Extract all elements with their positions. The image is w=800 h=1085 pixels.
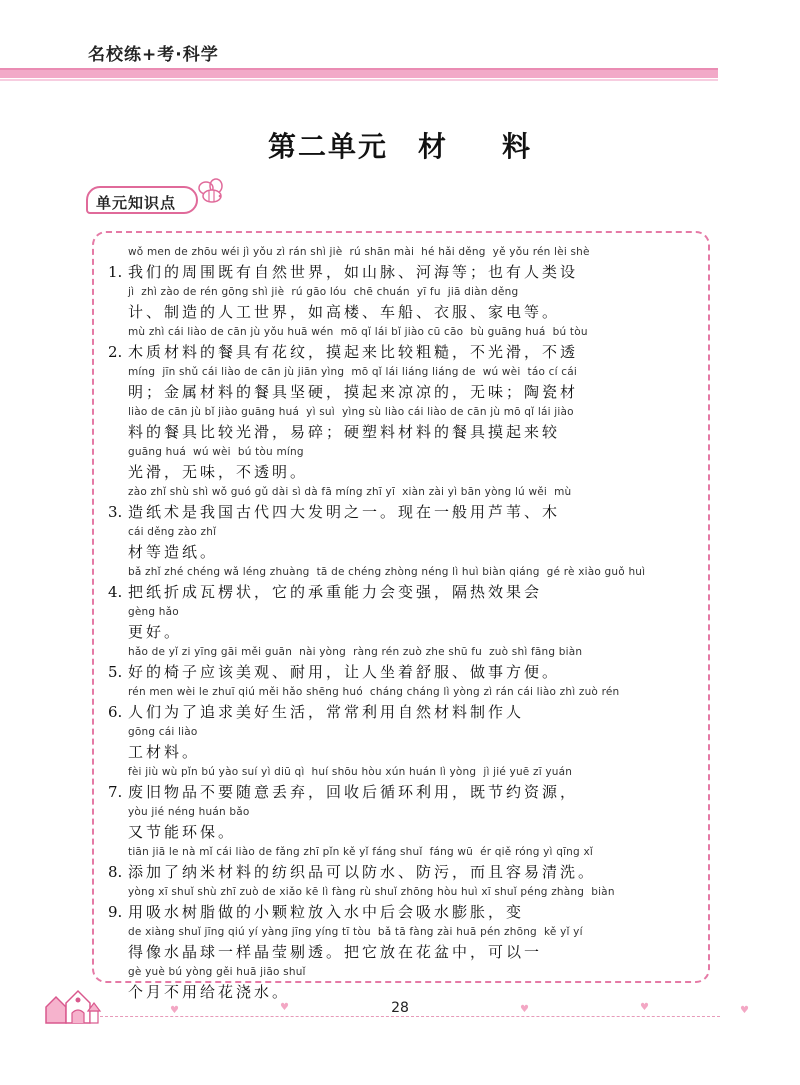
pinyin-text: yòu jié néng huán bǎo [128, 806, 250, 818]
heart-icon: ♥ [520, 1004, 529, 1015]
pinyin-line [108, 604, 698, 620]
knowledge-item [108, 324, 698, 484]
chapter-title [0, 125, 800, 165]
hanzi-text: 我们的周围既有自然世界，如山脉、河海等；也有人类设 [128, 263, 579, 281]
hanzi-text: 好的椅子应该美观、耐用，让人坐着舒服、做事方便。 [128, 663, 561, 681]
knowledge-points-list [108, 244, 698, 1004]
pinyin-line [108, 964, 698, 980]
hanzi-line [108, 500, 698, 524]
hanzi-line [108, 420, 698, 444]
pinyin-text: gèng hǎo [128, 606, 179, 618]
hanzi-text: 又节能环保。 [128, 823, 237, 841]
pinyin-text: wǒ men de zhōu wéi jì yǒu zì rán shì jiè rú shān mài hé hǎi děng yě yǒu rén lèi shè [128, 246, 590, 258]
hanzi-text: 光滑，无味，不透明。 [128, 463, 309, 481]
hanzi-line [108, 340, 698, 364]
hanzi-text: 添加了纳米材料的纺织品可以防水、防污，而且容易清洗。 [128, 863, 597, 881]
section-badge [86, 176, 226, 220]
pinyin-text: míng jīn shǔ cái liào de cān jù jiān yìng mō qǐ lái liáng liáng de wú wèi táo cí cái [128, 366, 577, 378]
pinyin-line [108, 324, 698, 340]
pinyin-line [108, 364, 698, 380]
hanzi-line [108, 460, 698, 484]
pinyin-text: gōng cái liào [128, 726, 198, 738]
knowledge-item [108, 564, 698, 644]
pinyin-text: guāng huá wú wèi bú tòu míng [128, 446, 304, 458]
knowledge-item [108, 884, 698, 1004]
heart-icon: ♥ [170, 1005, 179, 1016]
pinyin-text: tiān jiā le nà mǐ cái liào de fǎng zhī pǐn kě yǐ fáng shuǐ fáng wū ér qiě róng yì qīng xǐ [128, 846, 593, 858]
hanzi-line [108, 860, 698, 884]
hanzi-text: 废旧物品不要随意丢弃，回收后循环利用，既节约资源， [128, 783, 579, 801]
page-number: 28 [391, 1000, 409, 1016]
item-number: 9. [108, 903, 123, 921]
hanzi-text: 更好。 [128, 623, 183, 641]
book-header-title: 名校练+考·科学 [88, 45, 219, 65]
hanzi-line [108, 300, 698, 324]
chapter-title-unit: 第二单元 [267, 130, 388, 163]
pinyin-text: jì zhì zào de rén gōng shì jiè rú gāo lóu chē chuán yī fu jiā diàn děng [128, 286, 519, 298]
knowledge-item [108, 844, 698, 884]
pinyin-text: hǎo de yǐ zi yīng gāi měi guān nài yòng ràng rén zuò zhe shū fu zuò shì fāng biàn [128, 646, 583, 658]
pinyin-text: de xiàng shuǐ jīng qiú yí yàng jīng yíng tī tòu bǎ tā fàng zài huā pén zhōng kě yǐ yí [128, 926, 583, 938]
item-number: 4. [108, 583, 123, 601]
chapter-title-char2: 料 [502, 130, 533, 163]
hanzi-text: 木质材料的餐具有花纹，摸起来比较粗糙，不光滑，不透 [128, 343, 579, 361]
knowledge-item [108, 684, 698, 764]
hanzi-line [108, 740, 698, 764]
knowledge-item [108, 644, 698, 684]
pinyin-line [108, 804, 698, 820]
pinyin-line [108, 764, 698, 780]
knowledge-item [108, 244, 698, 324]
pinyin-line [108, 844, 698, 860]
hanzi-line [108, 700, 698, 724]
pinyin-line [108, 884, 698, 900]
knowledge-item [108, 484, 698, 564]
pinyin-line [108, 404, 698, 420]
hanzi-text: 料的餐具比较光滑，易碎；硬塑料材料的餐具摸起来较 [128, 423, 561, 441]
bee-icon [194, 176, 226, 206]
pinyin-text: gè yuè bú yòng gěi huā jiāo shuǐ [128, 966, 306, 978]
hanzi-text: 造纸术是我国古代四大发明之一。现在一般用芦苇、木 [128, 503, 561, 521]
footer-dashed-line [100, 1016, 720, 1017]
hanzi-text: 个月不用给花浇水。 [128, 983, 291, 1001]
hanzi-line [108, 260, 698, 284]
heart-icon: ♥ [640, 1002, 649, 1013]
hanzi-line [108, 820, 698, 844]
hanzi-text: 用吸水树脂做的小颗粒放入水中后会吸水膨胀，变 [128, 903, 525, 921]
pinyin-line [108, 564, 698, 580]
hanzi-text: 人们为了追求美好生活，常常利用自然材料制作人 [128, 703, 525, 721]
hanzi-line [108, 380, 698, 404]
hanzi-text: 计、制造的人工世界，如高楼、车船、衣服、家电等。 [128, 303, 561, 321]
item-number: 7. [108, 783, 123, 801]
header-stripe-thin [0, 79, 718, 81]
pinyin-line [108, 524, 698, 540]
pinyin-text: liào de cān jù bǐ jiào guāng huá yì suì yìng sù liào cái liào de cān jù mō qǐ lái jiào [128, 406, 574, 418]
item-number: 8. [108, 863, 123, 881]
pinyin-line [108, 444, 698, 460]
hanzi-text: 工材料。 [128, 743, 201, 761]
pinyin-line [108, 244, 698, 260]
pinyin-line [108, 284, 698, 300]
header-stripe [0, 68, 718, 78]
pinyin-line [108, 924, 698, 940]
hanzi-text: 把纸折成瓦楞状，它的承重能力会变强，隔热效果会 [128, 583, 543, 601]
knowledge-item [108, 764, 698, 844]
pinyin-text: bǎ zhǐ zhé chéng wǎ léng zhuàng tā de chéng zhòng néng lì huì biàn qiáng gé rè xiào guǒ huì [128, 566, 646, 578]
hanzi-line [108, 620, 698, 644]
hanzi-text: 明；金属材料的餐具坚硬，摸起来凉凉的，无味；陶瓷材 [128, 383, 579, 401]
heart-icon: ♥ [280, 1002, 289, 1013]
hanzi-line [108, 900, 698, 924]
hanzi-line [108, 580, 698, 604]
hanzi-text: 得像水晶球一样晶莹剔透。把它放在花盆中，可以一 [128, 943, 543, 961]
item-number: 3. [108, 503, 123, 521]
pinyin-text: zào zhǐ shù shì wǒ guó gǔ dài sì dà fā míng zhī yī xiàn zài yì bān yòng lú wěi mù [128, 486, 572, 498]
hanzi-line [108, 940, 698, 964]
item-number: 2. [108, 343, 123, 361]
hanzi-line [108, 540, 698, 564]
pinyin-text: fèi jiù wù pǐn bú yào suí yì diū qì huí shōu hòu xún huán lì yòng jì jié yuē zī yuán [128, 766, 573, 778]
hanzi-line [108, 660, 698, 684]
pinyin-line [108, 484, 698, 500]
chapter-title-char1: 材 [417, 130, 448, 163]
section-badge-label: 单元知识点 [96, 194, 177, 212]
hanzi-line [108, 780, 698, 804]
heart-icon: ♥ [740, 1005, 749, 1016]
hanzi-text: 材等造纸。 [128, 543, 219, 561]
pinyin-line [108, 684, 698, 700]
pinyin-line [108, 724, 698, 740]
pinyin-line [108, 644, 698, 660]
pinyin-text: yòng xī shuǐ shù zhī zuò de xiǎo kē lì fàng rù shuǐ zhōng hòu huì xī shuǐ péng zhàng biàn [128, 886, 615, 898]
section-badge-frame [86, 186, 198, 214]
item-number: 5. [108, 663, 123, 681]
item-number: 6. [108, 703, 123, 721]
item-number: 1. [108, 263, 123, 281]
pinyin-text: mù zhì cái liào de cān jù yǒu huā wén mō qǐ lái bǐ jiào cū cāo bù guāng huá bú tòu [128, 326, 588, 338]
pinyin-text: rén men wèi le zhuī qiú měi hǎo shēng huó cháng cháng lì yòng zì rán cái liào zhì zuò rén [128, 686, 620, 698]
pinyin-text: cái děng zào zhǐ [128, 526, 217, 538]
